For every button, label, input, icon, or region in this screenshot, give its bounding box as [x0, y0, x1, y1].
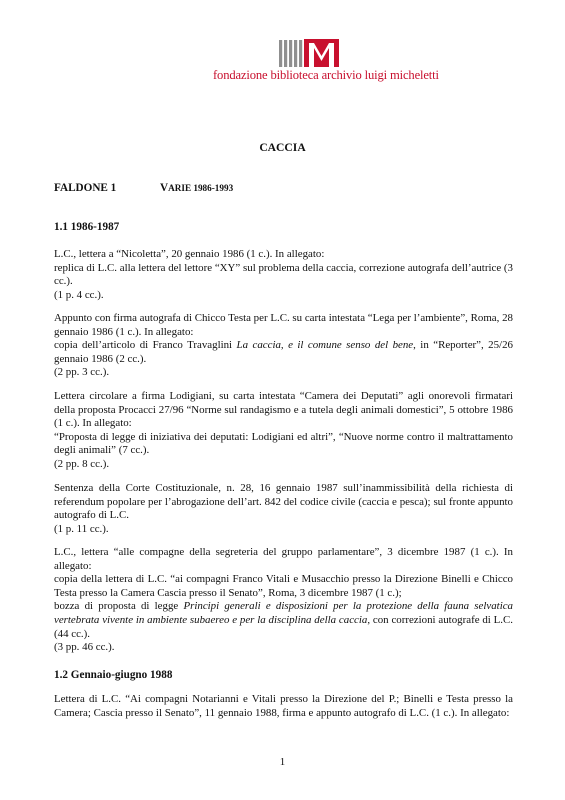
text-run: replica di L.C. alla lettera del lettore “XY” sul problema della caccia, correzione autografa dell’autrice (3 cc.). — [54, 261, 513, 288]
entry-line — [54, 312, 513, 339]
text-run: L.C., lettera a “Nicoletta”, 20 gennaio 1986 (1 c.). In allegato: — [54, 248, 325, 260]
italic-title: La caccia, e il comune senso del bene — [236, 339, 414, 352]
entry-line — [54, 482, 513, 523]
entry-line — [54, 262, 513, 289]
section-heading: 1.1 1986-1987 — [54, 221, 120, 233]
text-run: (3 pp. 46 cc.). — [54, 641, 115, 654]
section-heading: 1.2 Gennaio-giugno 1988 — [54, 669, 173, 681]
italic-title: Principi generali e disposizioni per la protezione della fauna selvatica vertebrata vivente in ambiente subaereo e per la disciplina della caccia — [54, 600, 514, 626]
document-title: CACCIA — [259, 141, 306, 154]
entry-line — [54, 248, 513, 262]
text-run: (2 pp. 3 cc.). — [54, 366, 110, 379]
entry-line — [54, 693, 513, 720]
text-run: , in “Reporter”, 25/26 gennaio 1986 (2 cc.). — [54, 339, 513, 365]
entry-paragraph — [54, 546, 513, 655]
varie-label: VARIE 1986-1993 — [160, 182, 234, 194]
faldone-label: FALDONE 1 — [54, 182, 117, 194]
entry-line — [54, 458, 513, 472]
text-run: Appunto con firma autografa di Chicco Testa per L.C. su carta intestata “Lega per l’ambiente”, Roma, 28 gennaio 1986 (1 c.). In allegato: — [54, 312, 513, 338]
text-run: copia dell’articolo di Franco Travaglini — [54, 339, 237, 352]
entry-line — [54, 546, 513, 573]
entry-paragraph — [54, 312, 513, 380]
entry-line — [54, 641, 513, 655]
text-run: (1 p. 11 cc.). — [54, 522, 109, 535]
text-run: (1 p. 4 cc.). — [54, 288, 104, 301]
entry-paragraph — [54, 482, 513, 536]
text-run: Sentenza della Corte Costituzionale, n. 28, 16 gennaio 1987 sull’inammissibilità della richiesta di referendum popolare per l’abrogazione dell’art. 842 del codice civile (caccia e pesca); sul fronte appunto autografo di L.C. — [54, 482, 513, 522]
entry-line — [54, 289, 513, 303]
entry-line — [54, 390, 513, 431]
page-number: 1 — [279, 756, 286, 768]
foundation-logo — [279, 39, 339, 67]
text-run: copia della lettera di L.C. “ai compagni Franco Vitali e Musacchio presso la Direzione Binelli e Chicco Testa presso la Camera Cascia presso il Senato”, Roma, 3 dicembre 1987 (1 c.); — [54, 573, 513, 599]
entry-line — [54, 431, 513, 458]
entry-line — [54, 573, 513, 600]
text-run: Lettera di L.C. “Ai compagni Notarianni e Vitali presso la Direzione del P.; Binelli e Testa presso la Camera; Cascia presso il Senato”, 11 gennaio 1988, firma e appunto autografo di L.C. (1 c.). In allegato: — [54, 693, 513, 719]
logo-bars — [279, 40, 302, 67]
text-run: L.C., lettera “alle compagne della segreteria del gruppo parlamentare”, 3 dicembre 1987 (1 c.). In allegato: — [54, 546, 513, 572]
entry-line — [54, 523, 513, 537]
logo-caption: fondazione biblioteca archivio luigi micheletti — [213, 68, 439, 82]
entry-line — [54, 600, 513, 641]
text-run: Lettera circolare a firma Lodigiani, su carta intestata “Camera dei Deputati” agli onorevoli firmatari della proposta Procacci 27/96 “Norme sul randagismo e a tutela degli animali domestici”, 5 ottobre 1986 (1 c.). In allegato: — [54, 390, 513, 430]
entry-paragraph — [54, 693, 513, 720]
entry-paragraph — [54, 248, 513, 302]
text-run: , con correzioni autografe di L.C. (44 cc.). — [54, 613, 514, 640]
text-run: bozza di proposta di legge — [54, 600, 184, 613]
text-run: “Proposta di legge di iniziativa dei deputati: Lodigiani ed altri”, “Nuove norme contro il maltrattamento degli animali” (7 cc.). — [54, 430, 513, 457]
entry-paragraph — [54, 390, 513, 472]
entry-line — [54, 339, 513, 366]
entry-line — [54, 366, 513, 380]
text-run: (2 pp. 8 cc.). — [54, 457, 110, 470]
